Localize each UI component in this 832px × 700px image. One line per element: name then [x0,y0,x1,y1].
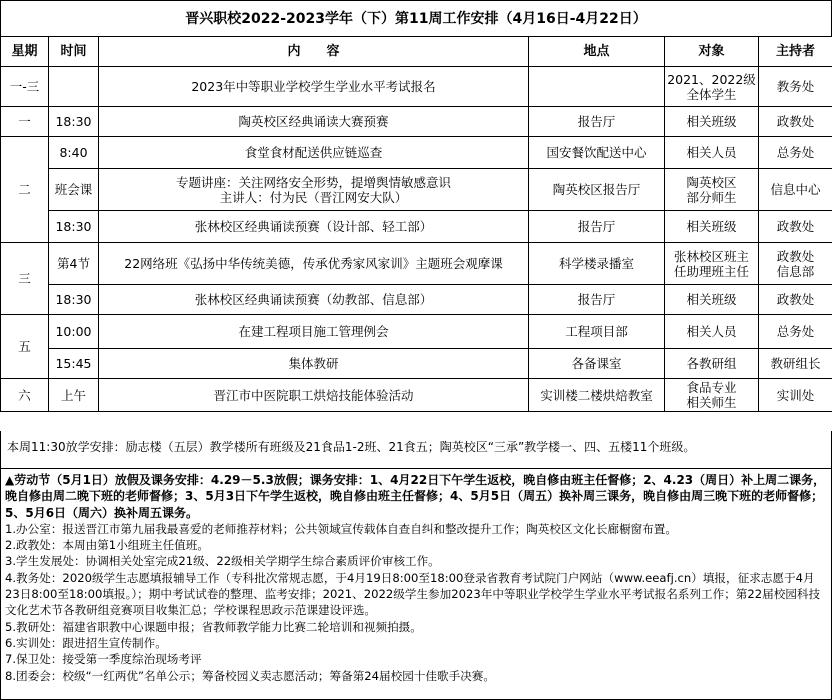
cell-day: 一-三 [1,67,49,107]
cell-location [529,67,665,107]
cell-content: 2023年中等职业学校学生学业水平考试报名 [99,67,529,107]
table-row [1,349,832,379]
table-row [1,67,832,107]
table-row [1,211,832,243]
cell-target: 相关班级 [665,285,759,315]
cell-time: 18:30 [49,211,99,243]
header-target: 对象 [665,37,759,67]
cell-target: 陶英校区 部分师生 [665,169,759,211]
cell-day: 五 [1,315,49,379]
list-item: 6.实训处：跟进招生宣传制作。 [5,635,167,650]
cell-time: 班会课 [49,169,99,211]
list-item: 8.团委会：校级“一红两优”名单公示；筹备校园义卖志愿活动；筹备第24届校园十佳歌手决赛。 [5,668,495,683]
cell-host: 政教处 [759,285,832,315]
cell-content: 22网络班《弘扬中华传统美德，传承优秀家风家训》主题班会观摩课 [99,243,529,285]
cell-time: 第4节 [49,243,99,285]
cell-target: 张林校区班主 任助理班主任 [665,243,759,285]
list-item: 2.政教处：本周由第1小组班主任值班。 [5,538,209,553]
cell-host: 教研组长 [759,349,832,379]
cell-host: 政教处 信息部 [759,243,832,285]
header-time: 时间 [49,37,99,67]
cell-host: 政教处 [759,107,832,137]
list-item: 3.学生发展处：协调相关处室完成21级、22级相关学期学生综合素质评价审核工作。 [5,554,440,569]
work-notes [0,469,832,700]
cell-day: 一 [1,107,49,137]
cell-time: 18:30 [49,285,99,315]
cell-content: 在建工程项目施工管理例会 [99,315,529,349]
table-row [1,379,832,412]
schedule-table [0,36,832,412]
cell-content: 陶英校区经典诵读大赛预赛 [99,107,529,137]
cell-time: 10:00 [49,315,99,349]
cell-target: 相关班级 [665,211,759,243]
header-day: 星期 [1,37,49,67]
cell-host: 信息中心 [759,169,832,211]
cell-location: 报告厅 [529,211,665,243]
cell-location: 工程项目部 [529,315,665,349]
cell-content: 专题讲座：关注网络安全形势，提增舆情敏感意识 主讲人：付为民（晋江网安大队） [99,169,529,211]
cell-host: 总务处 [759,137,832,169]
cell-target: 各教研组 [665,349,759,379]
cell-location: 陶英校区报告厅 [529,169,665,211]
cell-time [49,67,99,107]
table-row [1,315,832,349]
cell-time: 上午 [49,379,99,412]
cell-location: 国安餐饮配送中心 [529,137,665,169]
cell-time: 15:45 [49,349,99,379]
cell-location: 实训楼二楼烘焙教室 [529,379,665,412]
cell-content: 食堂食材配送供应链巡查 [99,137,529,169]
cell-target: 食品专业 相关师生 [665,379,759,412]
cell-target: 2021、2022级 全体学生 [665,67,759,107]
cell-content: 张林校区经典诵读预赛（幼教部、信息部） [99,285,529,315]
cell-location: 各备课室 [529,349,665,379]
cell-time: 18:30 [49,107,99,137]
page-title: 晋兴职校2022-2023学年（下）第11周工作安排（4月16日-4月22日） [0,0,832,36]
table-row [1,169,832,211]
cell-content: 张林校区经典诵读预赛（设计部、轻工部） [99,211,529,243]
list-item: 1.办公室：报送晋江市第九届我最喜爱的老师推荐材料；公共领域宣传载体自查自纠和整改提升工作；陶英校区文化长廊橱窗布置。 [5,521,677,536]
cell-content: 晋江市中医院职工烘焙技能体验活动 [99,379,529,412]
cell-target: 相关人员 [665,315,759,349]
list-item: 7.保卫处：接受第一季度综治现场考评 [5,652,202,667]
dismissal-note: 本周11:30放学安排：励志楼（五层）教学楼所有班级及21食品1-2班、21食五；陶英校区“三承”教学楼一、四、五楼11个班级。 [0,431,832,469]
cell-location: 报告厅 [529,285,665,315]
cell-location: 报告厅 [529,107,665,137]
cell-host: 政教处 [759,211,832,243]
header-row [1,37,832,67]
cell-host: 教务处 [759,67,832,107]
list-item: 5.教研处：福建省职教中心课题申报；省教师教学能力比赛二轮培训和视频拍摄。 [5,619,422,634]
cell-time: 8:40 [49,137,99,169]
table-row [1,137,832,169]
cell-host: 实训处 [759,379,832,412]
table-row [1,285,832,315]
table-row [1,107,832,137]
header-content: 内 容 [99,37,529,67]
list-item: 4.教务处：2020级学生志愿填报辅导工作（专科批次常规志愿，于4月19日8:00至18:00登录省教育考试院门户网站（www.eeafj.cn）填报，征求志愿于4月23日8:00至18:00填报。）；期中考试试卷的整理、监考安排；2021、2022级学生参加2023年中等职业学校学生学业水平考试报名系列工作；第22届校园科技文化艺术节各教研组竞赛项目收集汇总；学校课程思政示范课建设评选。 [5,570,821,618]
cell-target: 相关人员 [665,137,759,169]
cell-host: 总务处 [759,315,832,349]
table-row [1,243,832,285]
cell-day: 三 [1,243,49,315]
cell-day: 六 [1,379,49,412]
header-host: 主持者 [759,37,832,67]
header-location: 地点 [529,37,665,67]
holiday-notice: ▲劳动节（5月1日）放假及课务安排：4.29－5.3放假；课务安排：1、4月22日下午学生返校，晚自修由班主任督修；2、4.23（周日）补上周二课务，晚自修由周二晚下班的老师督修；3、5月3日下午学生返校，晚自修由班主任督修；4、5月5日（周五）换补周三课务，晚自修由周三晚下班的老师督修；5、5月6日（周六）换补周五课务。 [5,473,826,520]
cell-location: 科学楼录播室 [529,243,665,285]
cell-day: 二 [1,137,49,243]
cell-content: 集体教研 [99,349,529,379]
cell-target: 相关班级 [665,107,759,137]
